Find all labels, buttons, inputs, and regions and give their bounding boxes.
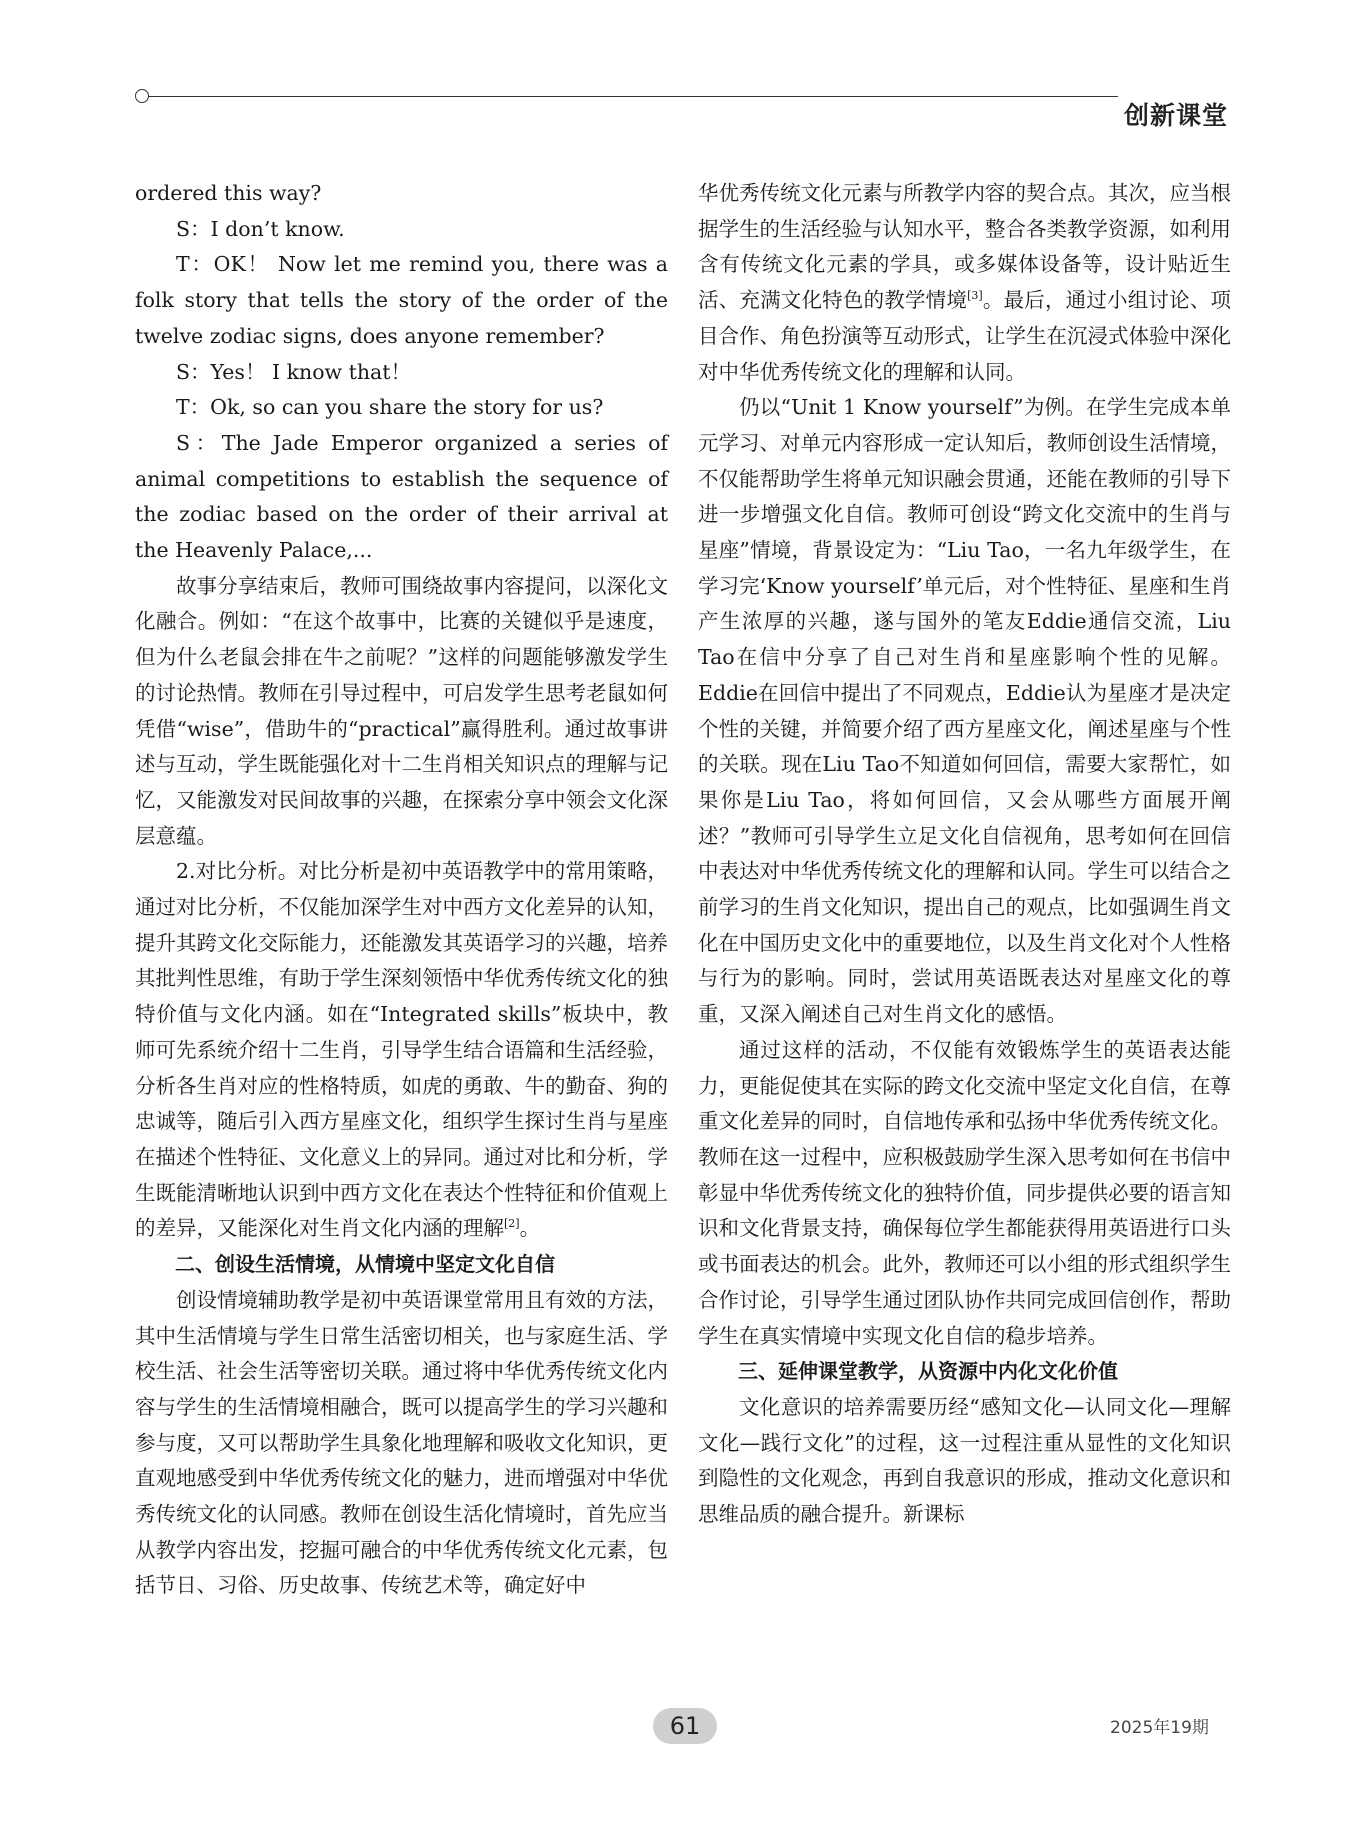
paragraph: 通过这样的活动，不仅能有效锻炼学生的英语表达能力，更能促使其在实际的跨文化交流中坚定文化自信，在尊重文化差异的同时，自信地传承和弘扬中华优秀传统文化。教师在这一过程中，应积极鼓励学生深入思考如何在书信中彰显中华优秀传统文化的独特价值，同步提供必要的语言知识和文化背景支持，确保每位学生都能获得用英语进行口头或书面表达的机会。此外，教师还可以小组的形式组织学生合作讨论，引导学生通过团队协作共同完成回信创作，帮助学生在真实情境中实现文化自信的稳步培养。 (698, 1037, 1231, 1348)
paragraph: S：Yes！ I know that！ (176, 359, 412, 384)
paragraph: 文化意识的培养需要历经“感知文化—认同文化—理解文化—践行文化”的过程，这一过程注重从显性的文化知识到隐性的文化观念，再到自我意识的形成，推动文化意识和思维品质的融合提升。新课标 (698, 1394, 1231, 1527)
header-rule (148, 96, 1118, 97)
paragraph: 仍以“Unit 1 Know yourself”为例。在学生完成本单元学习、对单元内容形成一定认知后，教师创设生活情境，不仅能帮助学生将单元知识融会贯通，还能在教师的引导下进一步增强文化自信。教师可创设“跨文化交流中的生肖与星座”情境，背景设定为：“Liu Tao，一名九年级学生，在学习完‘Know yourself’单元后，对个性特征、星座和生肖产生浓厚的兴趣，遂与国外的笔友Eddie通信交流，Liu Tao在信中分享了自己对生肖和星座影响个性的见解。Eddie在回信中提出了不同观点，Eddie认为星座才是决定个性的关键，并简要介绍了西方星座文化，阐述星座与个性的关联。现在Liu Tao不知道如何回信，需要大家帮忙，如果你是Liu Tao，将如何回信，又会从哪些方面展开阐述？”教师可引导学生立足文化自信视角，思考如何在回信中表达对中华优秀传统文化的理解和认同。学生可以结合之前学习的生肖文化知识，提出自己的观点，比如强调生肖文化在中国历史文化中的重要地位，以及生肖文化对个人性格与行为的影响。同时，尝试用英语既表达对星座文化的尊重，又深入阐述自己对生肖文化的感悟。 (698, 395, 1231, 1027)
right-column (698, 176, 1231, 1533)
paragraph-text: 2.对比分析。对比分析是初中英语教学中的常用策略，通过对比分析，不仅能加深学生对中西方文化差异的认知，提升其跨文化交际能力，还能激发其英语学习的兴趣，培养其批判性思维，有助于学生深刻领悟中华优秀传统文化的独特价值与文化内涵。如在“Integrated skills”板块中，教师可先系统介绍十二生肖，引导学生结合语篇和生活经验，分析各生肖对应的性格特质，如虎的勇敢、牛的勤奋、狗的忠诚等，随后引入西方星座文化，组织学生探讨生肖与星座在描述个性特征、文化意义上的异同。通过对比和分析，学生既能清晰地认识到中西方文化在表达个性特征和价值观上的差异，又能深化对生肖文化内涵的理解 (135, 859, 668, 1241)
paragraph-text: 。 (519, 1216, 541, 1241)
paragraph: ordered this way? (135, 181, 322, 205)
paragraph (135, 854, 668, 1247)
paragraph: S：I don’t know. (176, 216, 345, 241)
citation-marker: [2] (504, 1217, 520, 1231)
section-heading: 三、延伸课堂教学，从资源中内化文化价值 (738, 1359, 1118, 1384)
paragraph-text: 华优秀传统文化元素与所教学内容的契合点。其次，应当根据学生的生活经验与认知水平，整合各类教学资源，如利用含有传统文化元素的学具，或多媒体设备等，设计贴近生活、充满文化特色的教学情境 (698, 181, 1231, 313)
paragraph-text: 。最后，通过小组讨论、项目合作、角色扮演等互动形式，让学生在沉浸式体验中深化对中华优秀传统文化的理解和认同。 (698, 288, 1232, 384)
citation-marker: [3] (967, 289, 983, 303)
header-circle-ornament (135, 89, 149, 103)
paragraph (698, 176, 1231, 390)
paragraph: 故事分享结束后，教师可围绕故事内容提问，以深化文化融合。例如：“在这个故事中，比赛的关键似乎是速度，但为什么老鼠会排在牛之前呢？”这样的问题能够激发学生的讨论热情。教师在引导过程中，可启发学生思考老鼠如何凭借“wise”，借助牛的“practical”赢得胜利。通过故事讲述与互动，学生既能强化对十二生肖相关知识点的理解与记忆，又能激发对民间故事的兴趣，在探索分享中领会文化深层意蕴。 (135, 573, 668, 848)
left-column (135, 176, 668, 1604)
paragraph: S：The Jade Emperor organized a series of animal competitions to establish the sequence of the zodiac based on the order of their arrival at the Heavenly Palace,... (135, 430, 668, 563)
page-number: 61 (653, 1708, 717, 1744)
paragraph: T：OK！ Now let me remind you, there was a folk story that tells the story of the order of the twelve zodiac signs, does anyone remember? (135, 252, 668, 348)
paragraph: T：Ok, so can you share the story for us? (176, 395, 604, 420)
section-heading: 二、创设生活情境，从情境中坚定文化自信 (175, 1252, 555, 1277)
paragraph: 创设情境辅助教学是初中英语课堂常用且有效的方法，其中生活情境与学生日常生活密切相关，也与家庭生活、学校生活、社会生活等密切关联。通过将中华优秀传统文化内容与学生的生活情境相融合，既可以提高学生的学习兴趣和参与度，又可以帮助学生具象化地理解和吸收文化知识，更直观地感受到中华优秀传统文化的魅力，进而增强对中华优秀传统文化的认同感。教师在创设生活化情境时，首先应当从教学内容出发，挖掘可融合的中华优秀传统文化元素，包括节日、习俗、历史故事、传统艺术等，确定好中 (135, 1287, 668, 1598)
journal-section-title: 创新课堂 (1124, 101, 1229, 130)
issue-label: 2025年19期 (1110, 1718, 1209, 1738)
